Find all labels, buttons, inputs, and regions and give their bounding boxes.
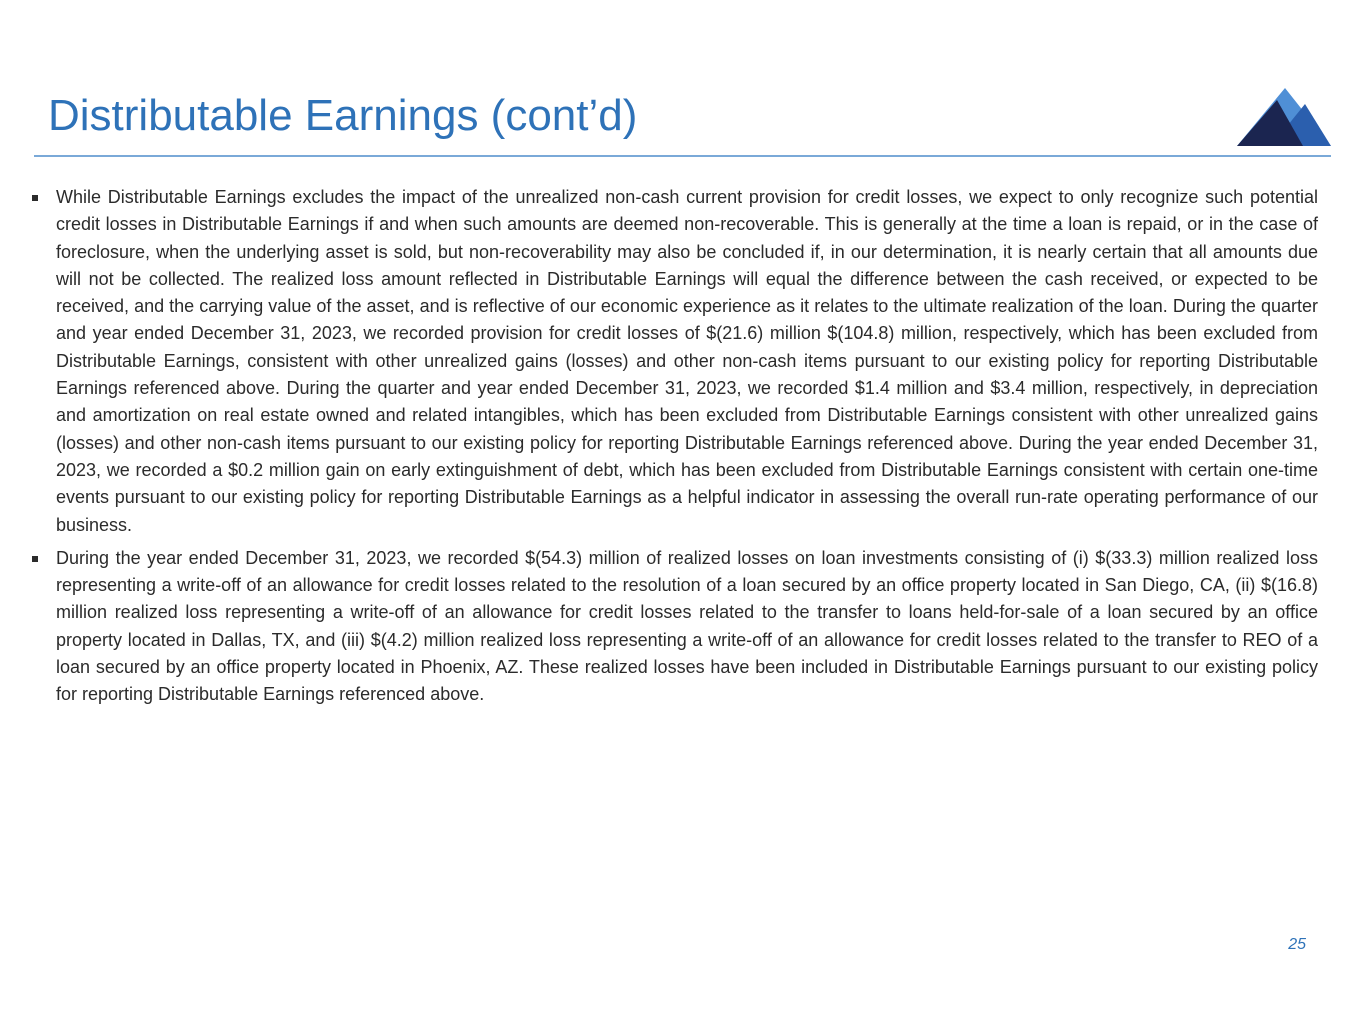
square-bullet-icon — [32, 556, 38, 562]
mountain-logo-icon — [1235, 86, 1333, 148]
bullet-text: While Distributable Earnings excludes the impact of the unrealized non-cash current provision for credit losses, we expect to only recognize such potential credit losses in Distributable Earnings if and when such amounts are deemed non-recoverable. This is generally at the time a loan is repaid, or in the case of foreclosure, when the underlying asset is sold, but non-recoverability may also be concluded if, in our determination, it is nearly certain that all amounts due will not be collected. The realized loss amount reflected in Distributable Earnings will equal the difference between the cash received, or expected to be received, and the carrying value of the asset, and is reflective of our economic experience as it relates to the ultimate realization of the loan. During the quarter and year ended December 31, 2023, we recorded provision for credit losses of $(21.6) million $(104.8) million, respectively, which has been excluded from Distributable Earnings, consistent with other unrealized gains (losses) and other non-cash items pursuant to our existing policy for reporting Distributable Earnings referenced above. During the quarter and year ended December 31, 2023, we recorded $1.4 million and $3.4 million, respectively, in depreciation and amortization on real estate owned and related intangibles, which has been excluded from Distributable Earnings consistent with other unrealized gains (losses) and other non-cash items pursuant to our existing policy for reporting Distributable Earnings referenced above. During the year ended December 31, 2023, we recorded a $0.2 million gain on early extinguishment of debt, which has been excluded from Distributable Earnings consistent with certain one-time events pursuant to our existing policy for reporting Distributable Earnings as a helpful indicator in assessing the overall run-rate operating performance of our business. — [56, 187, 1318, 535]
title-divider — [34, 155, 1331, 157]
bullet-list — [30, 184, 1318, 715]
bullet-item-distributable-earnings-policy — [30, 184, 1318, 539]
bullet-text: During the year ended December 31, 2023, we recorded $(54.3) million of realized losses on loan investments consisting of (i) $(33.3) million realized loss representing a write-off of an allowance for credit losses related to the resolution of a loan secured by an office property located in San Diego, CA, (ii) $(16.8) million realized loss representing a write-off of an allowance for credit losses related to the transfer to loans held-for-sale of a loan secured by an office property located in Dallas, TX, and (iii) $(4.2) million realized loss representing a write-off of an allowance for credit losses related to the transfer to REO of a loan secured by an office property located in Phoenix, AZ. These realized losses have been included in Distributable Earnings pursuant to our existing policy for reporting Distributable Earnings referenced above. — [56, 547, 1318, 705]
page-title: Distributable Earnings (cont’d) — [48, 91, 638, 140]
bullet-item-realized-losses — [30, 545, 1318, 709]
page-number: 25 — [1288, 936, 1306, 953]
square-bullet-icon — [32, 195, 38, 201]
